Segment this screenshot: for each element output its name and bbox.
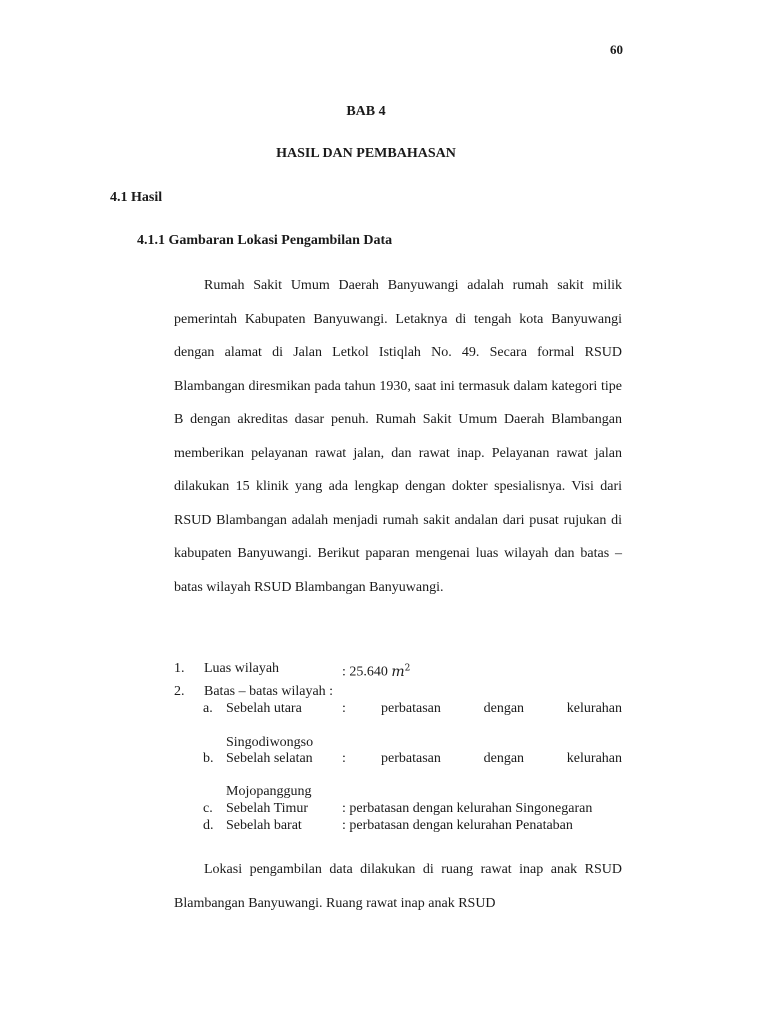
list-item [174, 683, 622, 700]
area-value: : 25.640 [342, 664, 388, 680]
sub-item-a-continuation [174, 734, 622, 751]
body-paragraph-2 [174, 853, 622, 920]
sub-label: Sebelah Timur [226, 801, 309, 816]
sub-word: kelurahan [566, 751, 622, 766]
sub-letter: c. [203, 801, 213, 816]
list-value [342, 660, 410, 681]
list-number: 1. [174, 661, 185, 676]
sub-word: dengan [483, 751, 525, 766]
sub-label: Sebelah selatan [226, 751, 313, 766]
sub-word: perbatasan [381, 751, 441, 766]
body-paragraph-1 [174, 269, 622, 604]
sub-letter: d. [203, 818, 214, 833]
sub-item-b [174, 750, 622, 767]
list-label: Batas – batas wilayah : [204, 684, 334, 699]
sub-label: Sebelah utara [226, 701, 302, 716]
subsection-heading: 4.1.1 Gambaran Lokasi Pengambilan Data [137, 233, 393, 248]
sub-letter: b. [203, 751, 214, 766]
sub-colon: : [342, 751, 346, 766]
list-label: Luas wilayah [204, 661, 280, 676]
chapter-title: HASIL DAN PEMBAHASAN [276, 146, 456, 161]
paragraph-2-text: Lokasi pengambilan data dilakukan di ruang rawat inap anak RSUD Blambangan Banyuwangi. Ruang rawat inap anak RSUD [174, 862, 622, 911]
chapter-heading: BAB 4 [346, 104, 386, 119]
sub-item-c [174, 800, 622, 817]
sub-letter: a. [203, 701, 213, 716]
sub-word: kelurahan [566, 701, 622, 716]
list-number: 2. [174, 684, 185, 699]
list-item [174, 660, 622, 680]
sub-value: : perbatasan dengan kelurahan Singonegaran [342, 801, 593, 816]
sub-continuation: Singodiwongso [226, 735, 314, 750]
sub-item-d [174, 817, 622, 834]
page-number: 60 [610, 42, 623, 57]
sub-value: : perbatasan dengan kelurahan Penataban [342, 818, 573, 833]
section-heading: 4.1 Hasil [110, 190, 163, 205]
sub-label: Sebelah barat [226, 818, 302, 833]
sub-colon: : [342, 701, 346, 716]
area-unit: $m^2$ [391, 663, 411, 680]
sub-word: dengan [483, 701, 525, 716]
sub-word: perbatasan [381, 701, 441, 716]
sub-item-b-continuation [174, 783, 622, 800]
sub-continuation: Mojopanggung [226, 784, 312, 799]
sub-item-a [174, 700, 622, 717]
paragraph-1-text: Rumah Sakit Umum Daerah Banyuwangi adalah rumah sakit milik pemerintah Kabupaten Banyuwangi. Letaknya di tengah kota Banyuwangi dengan alamat di Jalan Letkol Istiqlah No. 49. Secara formal RSUD Blambangan diresmikan pada tahun 1930, saat ini termasuk dalam kategori tipe B dengan akreditas dasar penuh. Rumah Sakit Umum Daerah Blambangan memberikan pelayanan rawat jalan, dan rawat inap. Pelayanan rawat jalan dilakukan 15 klinik yang ada lengkap dengan dokter spesialisnya. Visi dari RSUD Blambangan adalah menjadi rumah sakit andalan dari pusat rujukan di kabupaten Banyuwangi. Berikut paparan mengenai luas wilayah dan batas – batas wilayah RSUD Blambangan Banyuwangi. [174, 278, 622, 595]
